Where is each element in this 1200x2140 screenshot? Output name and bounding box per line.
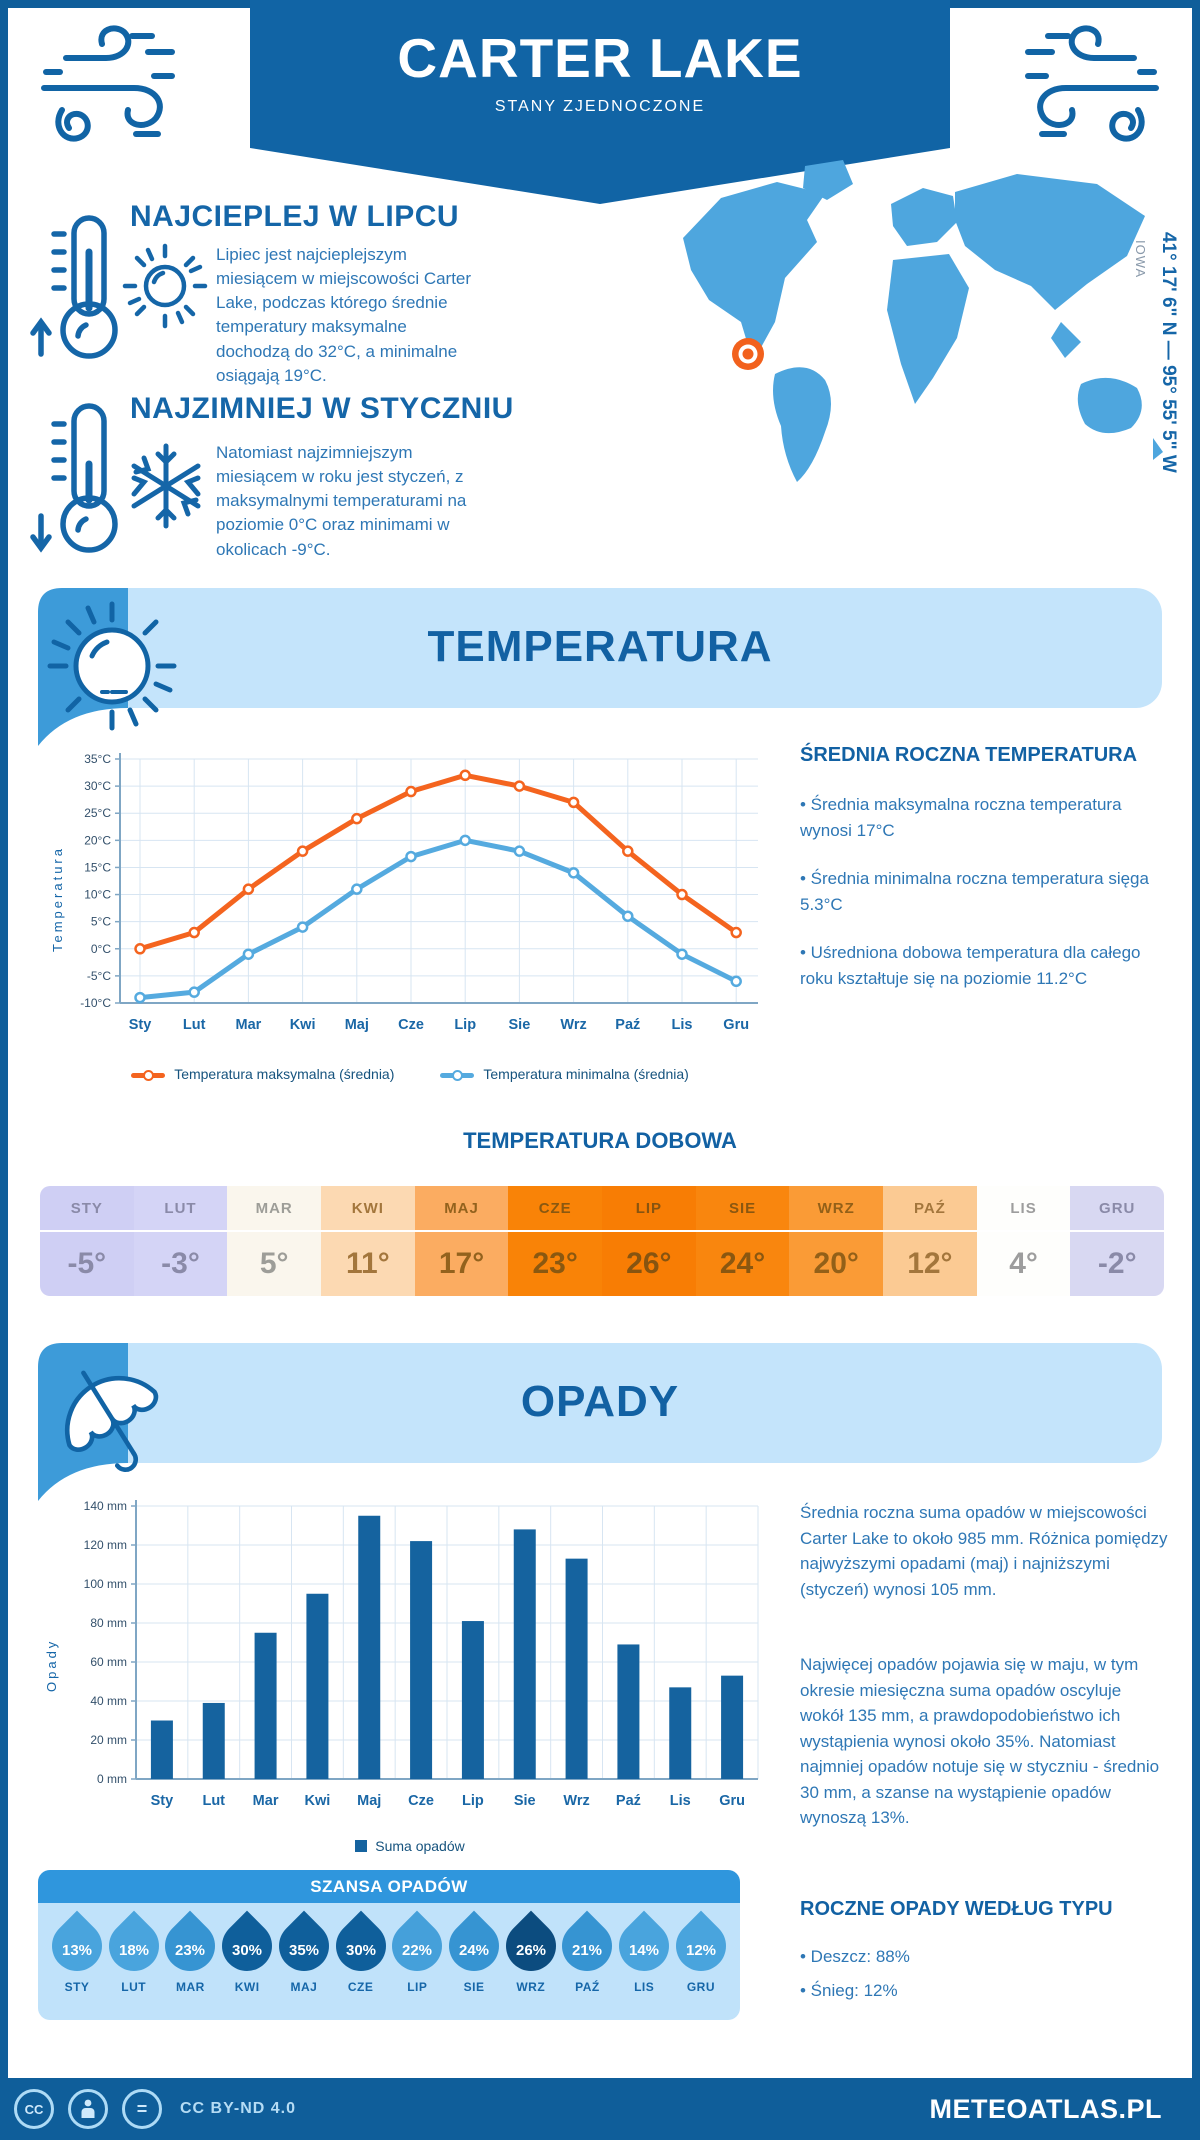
precip-chart-legend [100, 1838, 720, 1854]
precip-chart-ylabel: Opady [44, 1638, 59, 1692]
drop-icon [609, 1911, 680, 1982]
drop-icon [439, 1911, 510, 1982]
drop-month-label: WRZ [516, 1980, 546, 1994]
daily-cell-SIE [696, 1186, 790, 1296]
svg-text:Lut: Lut [202, 1793, 226, 1809]
daily-cell-STY [40, 1186, 134, 1296]
precip-paragraph-2: Najwięcej opadów pojawia się w maju, w tym okresie miesięczna suma opadów oscyluje wokół 135 mm, a prawdopodobieństwo ich wystąpienia wynosi około 35%. Natomiast najmniej opadów notuje się w styczniu - średnio 30 mm, a szanse na wystąpienie opadów wynoszą 13%. [800, 1655, 1160, 1827]
footer [0, 2078, 1200, 2140]
warmest-heading: NAJCIEPLEJ W LIPCU [130, 200, 460, 233]
drop-percentage: 23% [175, 1941, 206, 1959]
svg-text:140 mm: 140 mm [83, 1499, 127, 1513]
daily-month-label: GRU [1070, 1186, 1164, 1232]
legend-item-max: Temperatura maksymalna (średnia) [131, 1066, 394, 1082]
drop-icon [155, 1911, 226, 1982]
svg-text:Sie: Sie [513, 1793, 536, 1809]
drop-icon [42, 1911, 113, 1982]
precip-banner-title: OPADY [520, 1377, 680, 1426]
daily-temp-value: 5° [259, 1247, 289, 1280]
drop-month-label: STY [64, 1980, 90, 1994]
svg-text:Sty: Sty [128, 1017, 152, 1033]
drop-icon [98, 1911, 169, 1982]
wind-icon [1014, 22, 1164, 152]
rain-chance-heading: SZANSA OPADÓW [38, 1870, 740, 1903]
precip-bar-chart [58, 1490, 768, 1830]
legend-sum-swatch [355, 1840, 367, 1852]
location-marker [732, 338, 764, 370]
drop-icon [666, 1911, 737, 1982]
svg-text:Lut: Lut [182, 1017, 206, 1033]
svg-text:120 mm: 120 mm [83, 1538, 127, 1552]
temp-chart-ylabel: Temperatura [50, 846, 65, 952]
svg-text:100 mm: 100 mm [83, 1577, 127, 1591]
daily-temp-value: 23° [532, 1247, 578, 1280]
drop-icon [552, 1911, 623, 1982]
world-map [655, 150, 1195, 520]
svg-text:Paź: Paź [615, 1017, 641, 1033]
svg-text:Gru: Gru [723, 1017, 750, 1033]
rain-type-heading: ROCZNE OPADY WEDŁUG TYPU [800, 1898, 1113, 1920]
rain-drop-LUT [107, 1911, 161, 1994]
legend-max-swatch [131, 1073, 165, 1078]
svg-text:Mar: Mar [252, 1793, 279, 1809]
rain-drop-PAŹ [560, 1911, 614, 1994]
rain-drop-GRU [674, 1911, 728, 1994]
drop-icon [325, 1911, 396, 1982]
daily-cell-LUT [134, 1186, 228, 1296]
drop-icon [269, 1911, 340, 1982]
site-name[interactable]: METEOATLAS.PL [929, 2093, 1162, 2124]
drop-month-label: LUT [121, 1980, 147, 1994]
drop-percentage: 18% [118, 1941, 149, 1959]
rain-drop-MAJ [277, 1911, 331, 1994]
temp-chart-legend [80, 1066, 740, 1082]
svg-text:Wrz: Wrz [563, 1793, 590, 1809]
drop-percentage: 13% [61, 1941, 93, 1959]
rain-drop-MAR [163, 1911, 217, 1994]
no-derivatives-icon[interactable]: = [122, 2089, 162, 2129]
svg-text:20 mm: 20 mm [90, 1733, 127, 1747]
annual-temp-heading: ŚREDNIA ROCZNA TEMPERATURA [800, 744, 1138, 766]
drop-month-label: PAŹ [575, 1980, 600, 1994]
drop-month-label: GRU [686, 1980, 715, 1994]
drop-month-label: SIE [463, 1980, 485, 1994]
daily-month-label: PAŹ [883, 1186, 977, 1232]
svg-text:Wrz: Wrz [560, 1017, 587, 1033]
rain-type-bullet-1: • Deszcz: 88% [800, 1947, 910, 1966]
daily-temp-heading: TEMPERATURA DOBOWA [463, 1128, 737, 1153]
annual-temp-bullet-1: • Średnia maksymalna roczna temperatura wynosi 17°C [800, 795, 1122, 840]
daily-cell-GRU [1070, 1186, 1164, 1296]
svg-text:0 mm: 0 mm [97, 1772, 127, 1786]
drop-month-label: CZE [347, 1980, 374, 1994]
page-subtitle: STANY ZJEDNOCZONE [494, 98, 706, 115]
svg-text:Lip: Lip [454, 1017, 477, 1033]
attribution-person-icon[interactable] [68, 2089, 108, 2129]
daily-temp-value: -3° [161, 1247, 200, 1280]
svg-text:Maj: Maj [344, 1017, 369, 1033]
svg-text:10°C: 10°C [84, 887, 111, 902]
svg-text:Kwi: Kwi [289, 1017, 316, 1033]
svg-text:15°C: 15°C [84, 860, 111, 875]
svg-text:60 mm: 60 mm [90, 1655, 127, 1669]
snowflake-icon [122, 438, 210, 533]
daily-temp-value: 26° [626, 1247, 672, 1280]
drop-icon [382, 1911, 453, 1982]
svg-text:-5°C: -5°C [86, 968, 111, 983]
legend-min-swatch [440, 1073, 474, 1078]
map-region-label: IOWA [1133, 240, 1148, 279]
drop-month-label: KWI [234, 1980, 260, 1994]
temperature-banner-title: TEMPERATURA [427, 622, 773, 671]
drop-month-label: LIP [407, 1980, 428, 1994]
thermometer-up-icon [30, 212, 130, 362]
precip-paragraph-1: Średnia roczna suma opadów w miejscowości Carter Lake to około 985 mm. Różnica pomiędzy najwyższymi opadami (maj) i najniższymi (styczeń) wynosi 105 mm. [800, 1503, 1168, 1599]
svg-text:Lip: Lip [462, 1793, 484, 1809]
daily-temp-table [40, 1186, 1164, 1296]
rain-drop-LIP [390, 1911, 444, 1994]
svg-text:0°C: 0°C [90, 941, 111, 956]
svg-text:80 mm: 80 mm [90, 1616, 127, 1630]
drop-percentage: 30% [232, 1941, 263, 1959]
drop-month-label: MAR [176, 1980, 205, 1994]
rain-drop-CZE [334, 1911, 388, 1994]
daily-temp-value: 11° [345, 1247, 390, 1280]
drop-percentage: 24% [459, 1941, 490, 1959]
drop-percentage: 12% [685, 1941, 716, 1959]
rain-drop-STY [50, 1911, 104, 1994]
drop-icon [212, 1911, 283, 1982]
drop-percentage: 14% [629, 1941, 660, 1959]
daily-month-label: LUT [134, 1186, 228, 1232]
map-coordinates: 41° 17' 6" N — 95° 55' 5" W [1158, 232, 1179, 473]
daily-month-label: SIE [696, 1186, 790, 1232]
rain-drop-SIE [447, 1911, 501, 1994]
drop-month-label: MAJ [290, 1980, 318, 1994]
svg-text:30°C: 30°C [84, 779, 111, 794]
svg-text:Kwi: Kwi [304, 1793, 331, 1809]
svg-text:Lis: Lis [669, 1793, 691, 1809]
drop-percentage: 22% [402, 1941, 433, 1959]
drop-percentage: 30% [345, 1941, 376, 1959]
svg-text:25°C: 25°C [84, 806, 111, 821]
drop-percentage: 21% [572, 1941, 603, 1959]
coldest-heading: NAJZIMNIEJ W STYCZNIU [130, 392, 514, 425]
daily-month-label: LIP [602, 1186, 696, 1232]
daily-cell-PAŹ [883, 1186, 977, 1296]
daily-cell-LIS [977, 1186, 1071, 1296]
cc-icon[interactable]: CC [14, 2089, 54, 2129]
annual-temp-bullet-3: • Uśredniona dobowa temperatura dla całego roku kształtuje się na poziomie 11.2°C [800, 943, 1141, 988]
daily-month-label: LIS [977, 1186, 1071, 1232]
svg-text:Paź: Paź [615, 1793, 641, 1809]
rain-drop-WRZ [504, 1911, 558, 1994]
rain-drop-LIS [617, 1911, 671, 1994]
daily-cell-LIP [602, 1186, 696, 1296]
svg-text:20°C: 20°C [84, 833, 111, 848]
daily-month-label: WRZ [789, 1186, 883, 1232]
rain-type-bullet-2: • Śnieg: 12% [800, 1981, 898, 2000]
coldest-text: Natomiast najzimniejszym miesiącem w roku jest styczeń, z maksymalnymi temperaturami na poziomie 0°C oraz minimami w okolicach -9°C. [216, 443, 467, 559]
daily-temp-value: 4° [1009, 1247, 1038, 1280]
daily-temp-value: 24° [719, 1247, 766, 1280]
person-icon [80, 2099, 96, 2119]
drop-percentage: 35% [288, 1941, 319, 1959]
drop-month-label: LIS [634, 1980, 655, 1994]
svg-text:Lis: Lis [671, 1017, 693, 1033]
daily-month-label: STY [40, 1186, 134, 1232]
daily-temp-value: -2° [1097, 1247, 1137, 1280]
daily-month-label: CZE [508, 1186, 602, 1232]
annual-temp-bullet-2: • Średnia minimalna roczna temperatura sięga 5.3°C [800, 869, 1149, 914]
rain-chance-drops [38, 1903, 740, 1994]
svg-text:40 mm: 40 mm [90, 1694, 127, 1708]
svg-text:Cze: Cze [398, 1017, 424, 1033]
page-border-left [0, 0, 8, 2140]
svg-text:Mar: Mar [235, 1017, 262, 1033]
daily-temp-value: -5° [67, 1247, 107, 1280]
warmest-text: Lipiec jest najcieplejszym miesiącem w miejscowości Carter Lake, podczas którego średnie temperatury maksymalne dochodzą do 32°C, a minimalne osiągają 19°C. [216, 245, 472, 385]
temperature-line-chart [58, 745, 768, 1055]
daily-temp-value: 17° [438, 1247, 485, 1280]
daily-cell-MAJ [415, 1186, 509, 1296]
wind-icon [36, 22, 186, 152]
svg-text:Sie: Sie [508, 1017, 531, 1033]
rain-drop-KWI [220, 1911, 274, 1994]
drop-icon [495, 1911, 566, 1982]
daily-cell-KWI [321, 1186, 415, 1296]
daily-temp-value: 20° [813, 1247, 859, 1280]
rain-chance-panel [38, 1870, 740, 2020]
legend-item-min: Temperatura minimalna (średnia) [440, 1066, 688, 1082]
svg-text:Gru: Gru [719, 1793, 745, 1809]
daily-temp-value: 12° [907, 1247, 953, 1280]
daily-month-label: KWI [321, 1186, 415, 1232]
drop-percentage: 26% [515, 1941, 546, 1959]
svg-text:-10°C: -10°C [80, 996, 111, 1010]
daily-cell-MAR [227, 1186, 321, 1296]
svg-text:Cze: Cze [408, 1793, 434, 1809]
svg-text:Sty: Sty [150, 1793, 174, 1809]
license-label: CC BY-ND 4.0 [180, 2100, 297, 2117]
thermometer-down-icon [30, 400, 130, 560]
sun-icon [120, 240, 210, 330]
page-title: CARTER LAKE [397, 27, 803, 89]
daily-month-label: MAR [227, 1186, 321, 1232]
svg-text:35°C: 35°C [84, 752, 111, 766]
daily-cell-WRZ [789, 1186, 883, 1296]
svg-text:5°C: 5°C [90, 914, 111, 929]
legend-item-sum: Suma opadów [355, 1838, 465, 1854]
daily-month-label: MAJ [415, 1186, 509, 1232]
daily-cell-CZE [508, 1186, 602, 1296]
svg-text:Maj: Maj [357, 1793, 382, 1809]
